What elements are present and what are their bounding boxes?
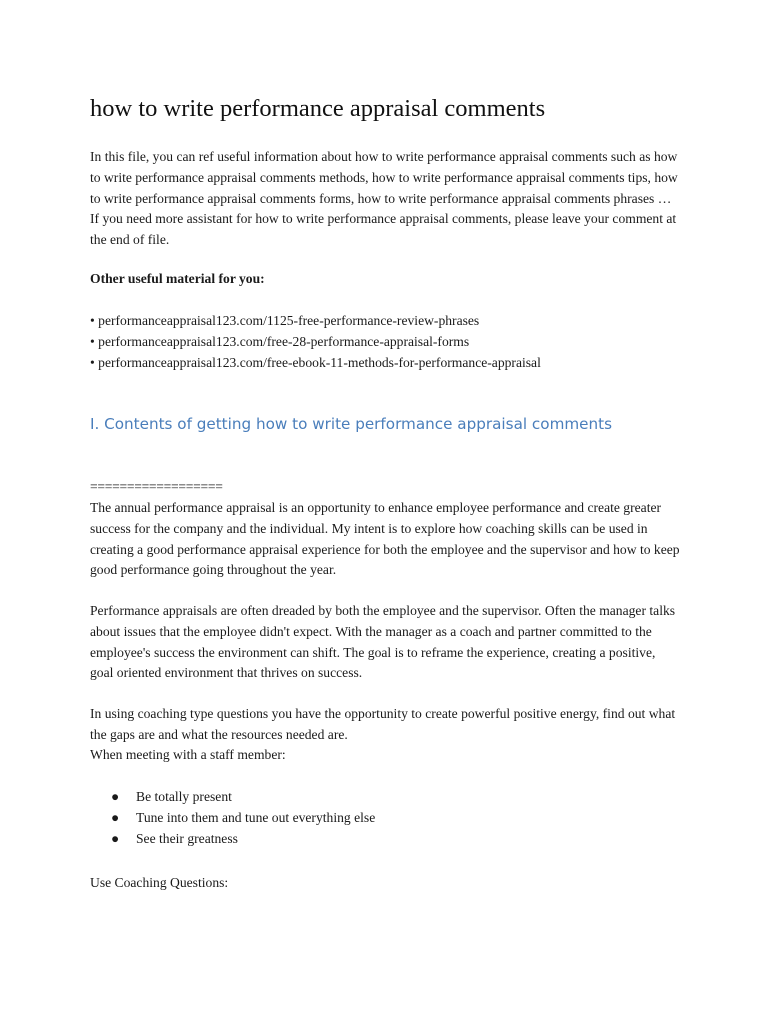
list-item-text: See their greatness (136, 830, 238, 846)
annual-appraisal-paragraph: The annual performance appraisal is an opportunity to enhance employee performance and create greater success for the company and the individual. My intent is to explore how coaching skills can be used in creating a good performance appraisal experience for both the employee and the supervisor and how to keep good performance going throughout the year. (90, 500, 680, 578)
bullet-icon: ● (111, 830, 120, 846)
separator-line: ================== (90, 479, 223, 494)
use-coaching-questions-line: Use Coaching Questions: (90, 875, 229, 890)
meeting-bullet-list (111, 787, 376, 849)
dreaded-appraisal-paragraph: Performance appraisals are often dreaded by both the employee and the supervisor. Often the manager talks about issues that the employee didn't expect. With the manager as a coach and partner committed to the employee's success the environment can shift. The goal is to reframe the experience, creating a positive, goal oriented environment that thrives on success. (90, 603, 676, 681)
coaching-questions-paragraph: In using coaching type questions you have the opportunity to create powerful positive energy, find out what the gaps are and what the resources needed are. (90, 706, 676, 742)
list-item-text: Be totally present (136, 789, 232, 804)
intro-paragraph: In this file, you can ref useful information about how to write performance appraisal comments such as how to write performance appraisal comments methods, how to write performance appraisal comments tips, how to write performance appraisal comments forms, how to write performance appraisal comments phrases … If you need more assistant for how to write performance appraisal comments, please leave your comment at the end of file. (90, 149, 678, 248)
useful-link[interactable]: • performanceappraisal123.com/free-ebook-11-methods-for-performance-appraisal (90, 354, 541, 370)
bullet-icon: ● (111, 789, 120, 804)
useful-links-list (90, 311, 541, 373)
bullet-icon: ● (111, 809, 120, 825)
useful-link[interactable]: • performanceappraisal123.com/free-28-performance-appraisal-forms (90, 333, 470, 349)
list-item-text: Tune into them and tune out everything else (136, 809, 376, 825)
list-item (111, 787, 375, 808)
document-title: how to write performance appraisal comments (90, 95, 546, 122)
list-item (111, 808, 376, 829)
meeting-staff-line: When meeting with a staff member: (90, 747, 286, 762)
useful-link[interactable]: • performanceappraisal123.com/1125-free-performance-review-phrases (90, 313, 480, 328)
section-heading: I. Contents of getting how to write performance appraisal comments (90, 415, 612, 433)
other-material-heading: Other useful material for you: (90, 271, 265, 286)
list-item (111, 829, 375, 850)
